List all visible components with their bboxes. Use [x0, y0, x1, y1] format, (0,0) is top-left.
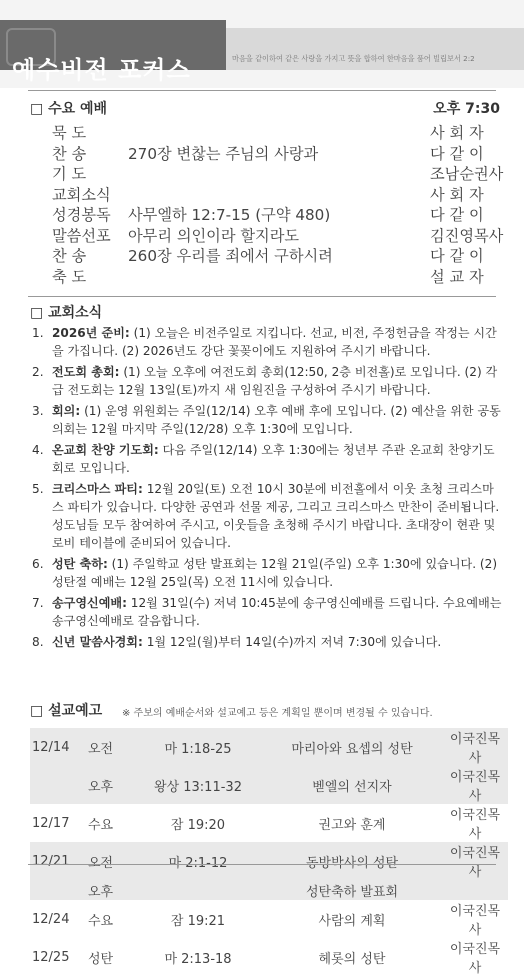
date-cell: 12/21 [32, 853, 70, 869]
order-label: 묵 도 [52, 124, 87, 142]
notice-text: 12월 20일(토) 오전 10시 30분에 비전홀에서 이웃 초청 크리스마스 파티가 있습니다. 다양한 공연과 선물 제공, 그리고 크리스마스 만찬이 준비됩니다. 성도님들 모두 참여하여 주시고, 이웃들을 초청해 주시기 바랍니다. 초대장이 현관 및 로비 테이블에 준비되어 있습니다. [52, 482, 500, 550]
date-cell [30, 766, 86, 804]
service-cell: 오후 [88, 884, 114, 900]
news-divider [28, 296, 496, 297]
notice-heading: 크리스마스 파티: [52, 482, 143, 496]
notice-item [32, 402, 502, 438]
notice-item [32, 441, 502, 477]
table-row [30, 842, 508, 880]
service-cell: 오전 [88, 741, 114, 757]
notice-number: 5. [32, 482, 44, 496]
notice-text: 12월 31일(수) 저녁 10:45분에 송구영신예배를 드립니다. 수요예배는 송구영신예배로 갈음합니다. [52, 596, 502, 628]
notice-number: 3. [32, 404, 44, 418]
notice-heading: 회의: [52, 404, 81, 418]
order-content: 사무엘하 12:7-15 (구약 480) [128, 206, 331, 224]
order-label: 찬 송 [52, 144, 87, 163]
order-person: 김진영목사 [430, 226, 504, 245]
service-title: □ 수요 예배 [30, 101, 108, 117]
text-cell: 마 2:13-18 [164, 951, 232, 967]
notice-number: 6. [32, 557, 44, 571]
order-person: 다 같 이 [430, 144, 484, 163]
sermon-table [30, 728, 508, 976]
order-row [30, 225, 508, 246]
order-row [30, 184, 508, 205]
title-cell: 마리아와 요셉의 성탄 [291, 741, 413, 757]
text-cell: 마 1:18-25 [164, 741, 232, 757]
notice-item [32, 555, 502, 591]
preacher-cell: 이국진목사 [449, 846, 501, 880]
order-label: 축 도 [52, 267, 87, 286]
text-cell: 왕상 13:11-32 [154, 779, 242, 795]
date-cell: 12/14 [32, 739, 70, 755]
text-cell: 마 2:1-12 [168, 855, 228, 871]
order-person: 설 교 자 [430, 267, 484, 286]
table-row [30, 728, 508, 766]
date-cell: 12/25 [32, 949, 70, 965]
bottom-divider [28, 864, 496, 865]
order-person: 다 같 이 [430, 206, 484, 224]
service-cell: 오전 [88, 855, 114, 871]
date-cell: 12/17 [32, 815, 70, 831]
notice-item [32, 363, 502, 399]
order-person: 사 회 자 [430, 185, 484, 204]
service-time: 오후 7:30 [433, 101, 500, 117]
title-cell: 사람의 계획 [318, 913, 386, 929]
notice-text: (1) 오늘 오후에 여전도회 총회(12:50, 2층 비전홀)로 모입니다. (2) 각급 전도회는 12월 13일(토)까지 새 임원진을 구성하여 주시기 바랍니다. [52, 365, 498, 397]
table-row [30, 766, 508, 804]
motto-text: 마음을 같이하여 같은 사랑을 가지고 뜻을 합하여 한마음을 품어 빌립보서 2:2 [232, 54, 475, 63]
order-row [30, 204, 508, 225]
notice-heading: 온교회 찬양 기도회: [52, 443, 159, 457]
header-background [0, 0, 524, 88]
preacher-cell: 이국진목사 [449, 942, 501, 976]
order-label: 성경봉독 [52, 206, 111, 224]
text-cell: 잠 19:20 [170, 817, 226, 833]
preacher-cell: 이국진목사 [449, 770, 501, 804]
table-row [30, 900, 508, 938]
notice-number: 8. [32, 635, 44, 649]
notice-text: (1) 오늘은 비전주일로 지킵니다. 선교, 비전, 주정헌금을 작정는 시간을 가집니다. (2) 2026년도 강단 꽃꽂이에도 지원하여 주시기 바랍니다. [52, 326, 497, 358]
title-cell: 권고와 훈계 [318, 817, 386, 833]
worship-order [30, 122, 508, 286]
table-row [30, 804, 508, 842]
notice-number: 7. [32, 596, 44, 610]
order-content: 아무리 의인이라 할지라도 [128, 226, 300, 245]
notice-text: 1월 12일(월)부터 14일(수)까지 저녁 7:30에 있습니다. [146, 635, 442, 649]
order-person: 조남순권사 [430, 165, 504, 183]
title-cell: 헤롯의 성탄 [318, 951, 386, 967]
service-cell: 성탄 [88, 951, 114, 967]
order-row [30, 163, 508, 184]
notice-item [32, 324, 502, 360]
page-title: 예수비전 포커스 [12, 56, 191, 84]
preacher-cell [442, 880, 508, 900]
order-row [30, 266, 508, 287]
order-content: 260장 우리를 죄에서 구하시려 [128, 247, 333, 265]
top-divider [28, 90, 496, 91]
sermon-preview-title: □ 설교예고 [30, 703, 103, 719]
order-label: 기 도 [52, 165, 87, 183]
title-box [0, 20, 226, 84]
table-row [30, 938, 508, 976]
order-row [30, 143, 508, 164]
notice-text: 다음 주일(12/14) 오후 1:30에는 청년부 주관 온교회 찬양기도회로 모입니다. [52, 443, 495, 475]
order-person: 다 같 이 [430, 247, 484, 265]
order-label: 교회소식 [52, 185, 111, 204]
service-cell: 수요 [88, 913, 114, 929]
notice-heading: 송구영신예배: [52, 596, 127, 610]
order-row [30, 122, 508, 143]
notice-heading: 2026년 준비: [52, 326, 130, 340]
preacher-cell: 이국진목사 [449, 904, 501, 938]
text-cell: 잠 19:21 [170, 913, 226, 929]
date-cell [30, 880, 86, 900]
notice-number: 4. [32, 443, 44, 457]
preacher-cell: 이국진목사 [449, 732, 501, 766]
title-cell: 성탄축하 발표회 [305, 884, 399, 900]
order-label: 말씀선포 [52, 226, 111, 245]
content-area [0, 88, 524, 976]
notice-list [32, 324, 502, 654]
sermon-preview-note: ※ 주보의 예배순서와 설교예고 등은 계획일 뿐이며 변경될 수 있습니다. [122, 708, 433, 719]
order-person: 사 회 자 [430, 124, 484, 142]
preacher-cell: 이국진목사 [449, 808, 501, 842]
notice-text: (1) 주일학교 성탄 발표회는 12월 21일(주일) 오후 1:30에 있습니다. (2) 성탄절 예배는 12월 25일(목) 오전 11시에 있습니다. [52, 557, 498, 589]
order-label: 찬 송 [52, 247, 87, 265]
table-row [30, 880, 508, 900]
notice-number: 1. [32, 326, 44, 340]
title-cell: 동방박사의 성탄 [305, 855, 399, 871]
notice-heading: 전도회 총회: [52, 365, 120, 379]
title-cell: 벧엘의 선지자 [312, 779, 392, 795]
text-cell [134, 880, 262, 900]
news-title: □ 교회소식 [30, 305, 103, 321]
order-row [30, 245, 508, 266]
notice-item [32, 633, 502, 651]
order-content: 270장 변찮는 주님의 사랑과 [128, 144, 319, 163]
notice-heading: 신년 말씀사경회: [52, 635, 143, 649]
notice-number: 2. [32, 365, 44, 379]
service-cell: 수요 [88, 817, 114, 833]
notice-text: (1) 운영 위원회는 주일(12/14) 오후 예배 후에 모입니다. (2) 예산을 위한 공동의회는 12월 마지막 주일(12/28) 오후 1:30에 모입니다. [52, 404, 501, 436]
notice-item [32, 594, 502, 630]
service-cell: 오후 [88, 779, 114, 795]
notice-item [32, 480, 502, 552]
notice-heading: 성탄 축하: [52, 557, 108, 571]
date-cell: 12/24 [32, 911, 70, 927]
sermon-schedule [30, 728, 508, 976]
